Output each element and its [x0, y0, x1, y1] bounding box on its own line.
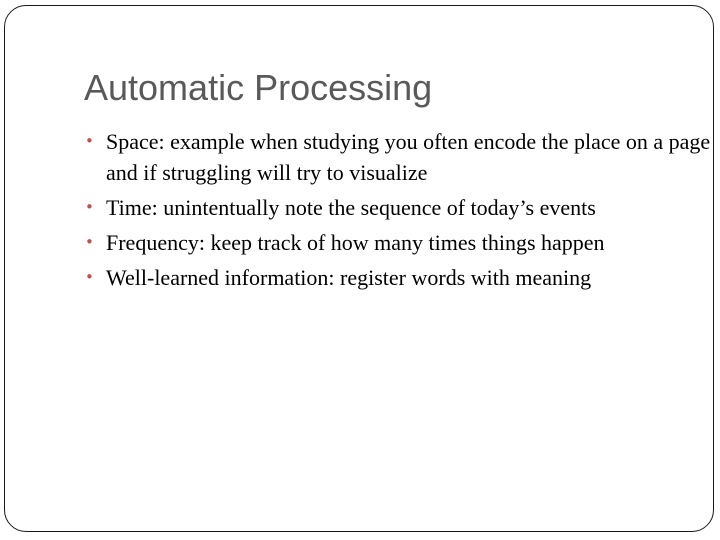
bullet-icon: •	[85, 132, 94, 150]
bullet-text: Well-learned information: register words with meaning	[106, 265, 592, 290]
bullet-item-space	[83, 126, 713, 188]
bullet-item-time	[83, 192, 713, 223]
bullet-icon: •	[85, 233, 94, 251]
bullet-text: Space: example when studying you often encode the place on a page and if struggling will try to visualize	[106, 129, 711, 185]
bullet-item-frequency	[83, 227, 713, 258]
bullet-text: Frequency: keep track of how many times things happen	[106, 230, 605, 255]
bullet-text: Time: unintentually note the sequence of today’s events	[106, 195, 596, 220]
bullet-icon: •	[85, 268, 94, 286]
slide-title: Automatic Processing	[84, 67, 433, 108]
bullet-icon: •	[85, 198, 94, 216]
bullet-item-well-learned	[83, 262, 713, 293]
bullet-list	[83, 126, 713, 297]
slide	[4, 5, 714, 532]
